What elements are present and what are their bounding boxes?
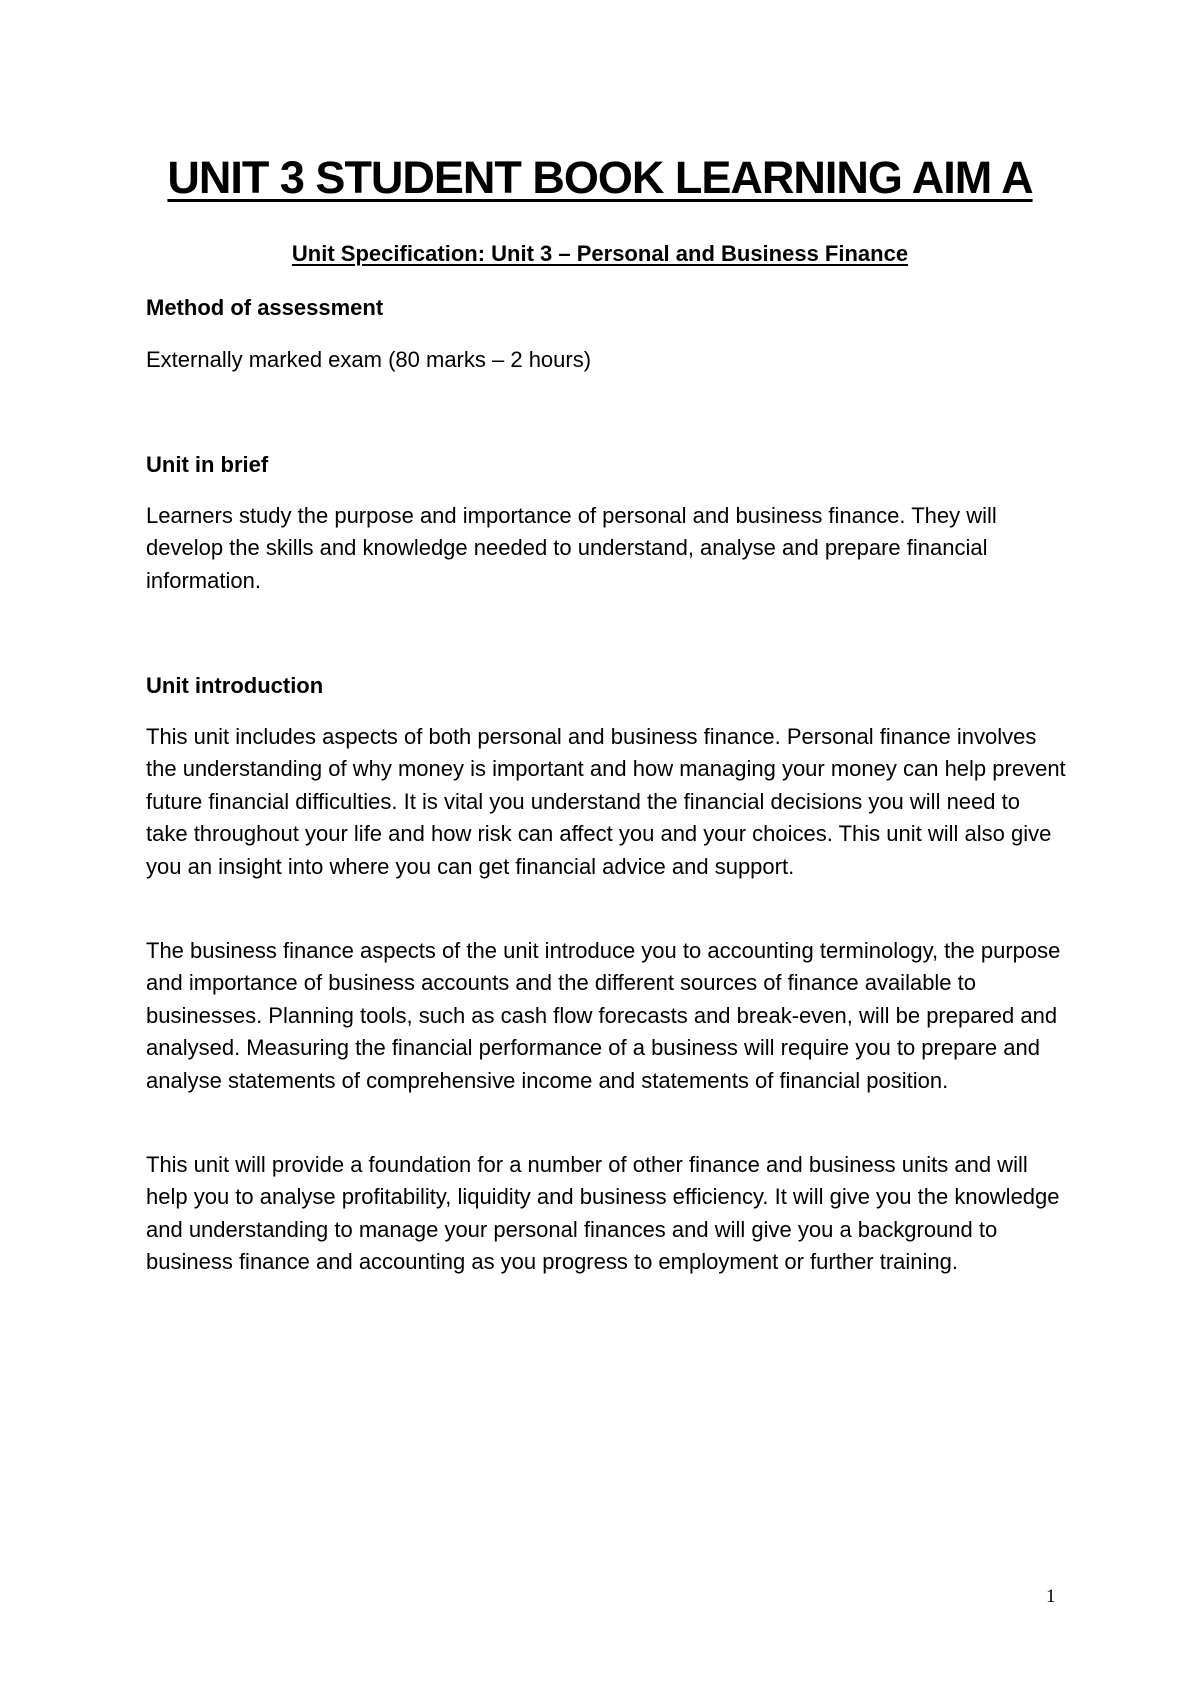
unit-introduction-paragraph-1: This unit includes aspects of both personal and business finance. Personal finance involves the understanding of why money is important and how managing your money can help prevent future financial difficulties. It is vital you understand the financial decisions you will need to take throughout your life and how risk can affect you and your choices. This unit will also give you an insight into where you can get financial advice and support. (146, 724, 1066, 879)
page-title: UNIT 3 STUDENT BOOK LEARNING AIM A (167, 152, 1033, 203)
method-of-assessment-heading: Method of assessment (146, 295, 384, 320)
unit-specification-subtitle: Unit Specification: Unit 3 – Personal and Business Finance (291, 241, 909, 266)
unit-in-brief-text: Learners study the purpose and importance of personal and business finance. They will develop the skills and knowledge needed to understand, analyse and prepare financial information. (146, 503, 997, 593)
page-number: 1 (1046, 1586, 1056, 1607)
unit-introduction-heading: Unit introduction (146, 673, 324, 698)
unit-in-brief-heading: Unit in brief (146, 452, 269, 477)
unit-introduction-paragraph-3: This unit will provide a foundation for a number of other finance and business units and will help you to analyse profitability, liquidity and business efficiency. It will give you the knowledge and understanding to manage your personal finances and will give you a background to business finance and accounting as you progress to employment or further training. (146, 1152, 1060, 1275)
unit-introduction-paragraph-2: The business finance aspects of the unit introduce you to accounting terminology, the purpose and importance of business accounts and the different sources of finance available to businesses. Planning tools, such as cash flow forecasts and break-even, will be prepared and analysed. Measuring the financial performance of a business will require you to prepare and analyse statements of comprehensive income and statements of financial position. (146, 938, 1061, 1093)
method-of-assessment-text: Externally marked exam (80 marks – 2 hours) (146, 347, 592, 372)
